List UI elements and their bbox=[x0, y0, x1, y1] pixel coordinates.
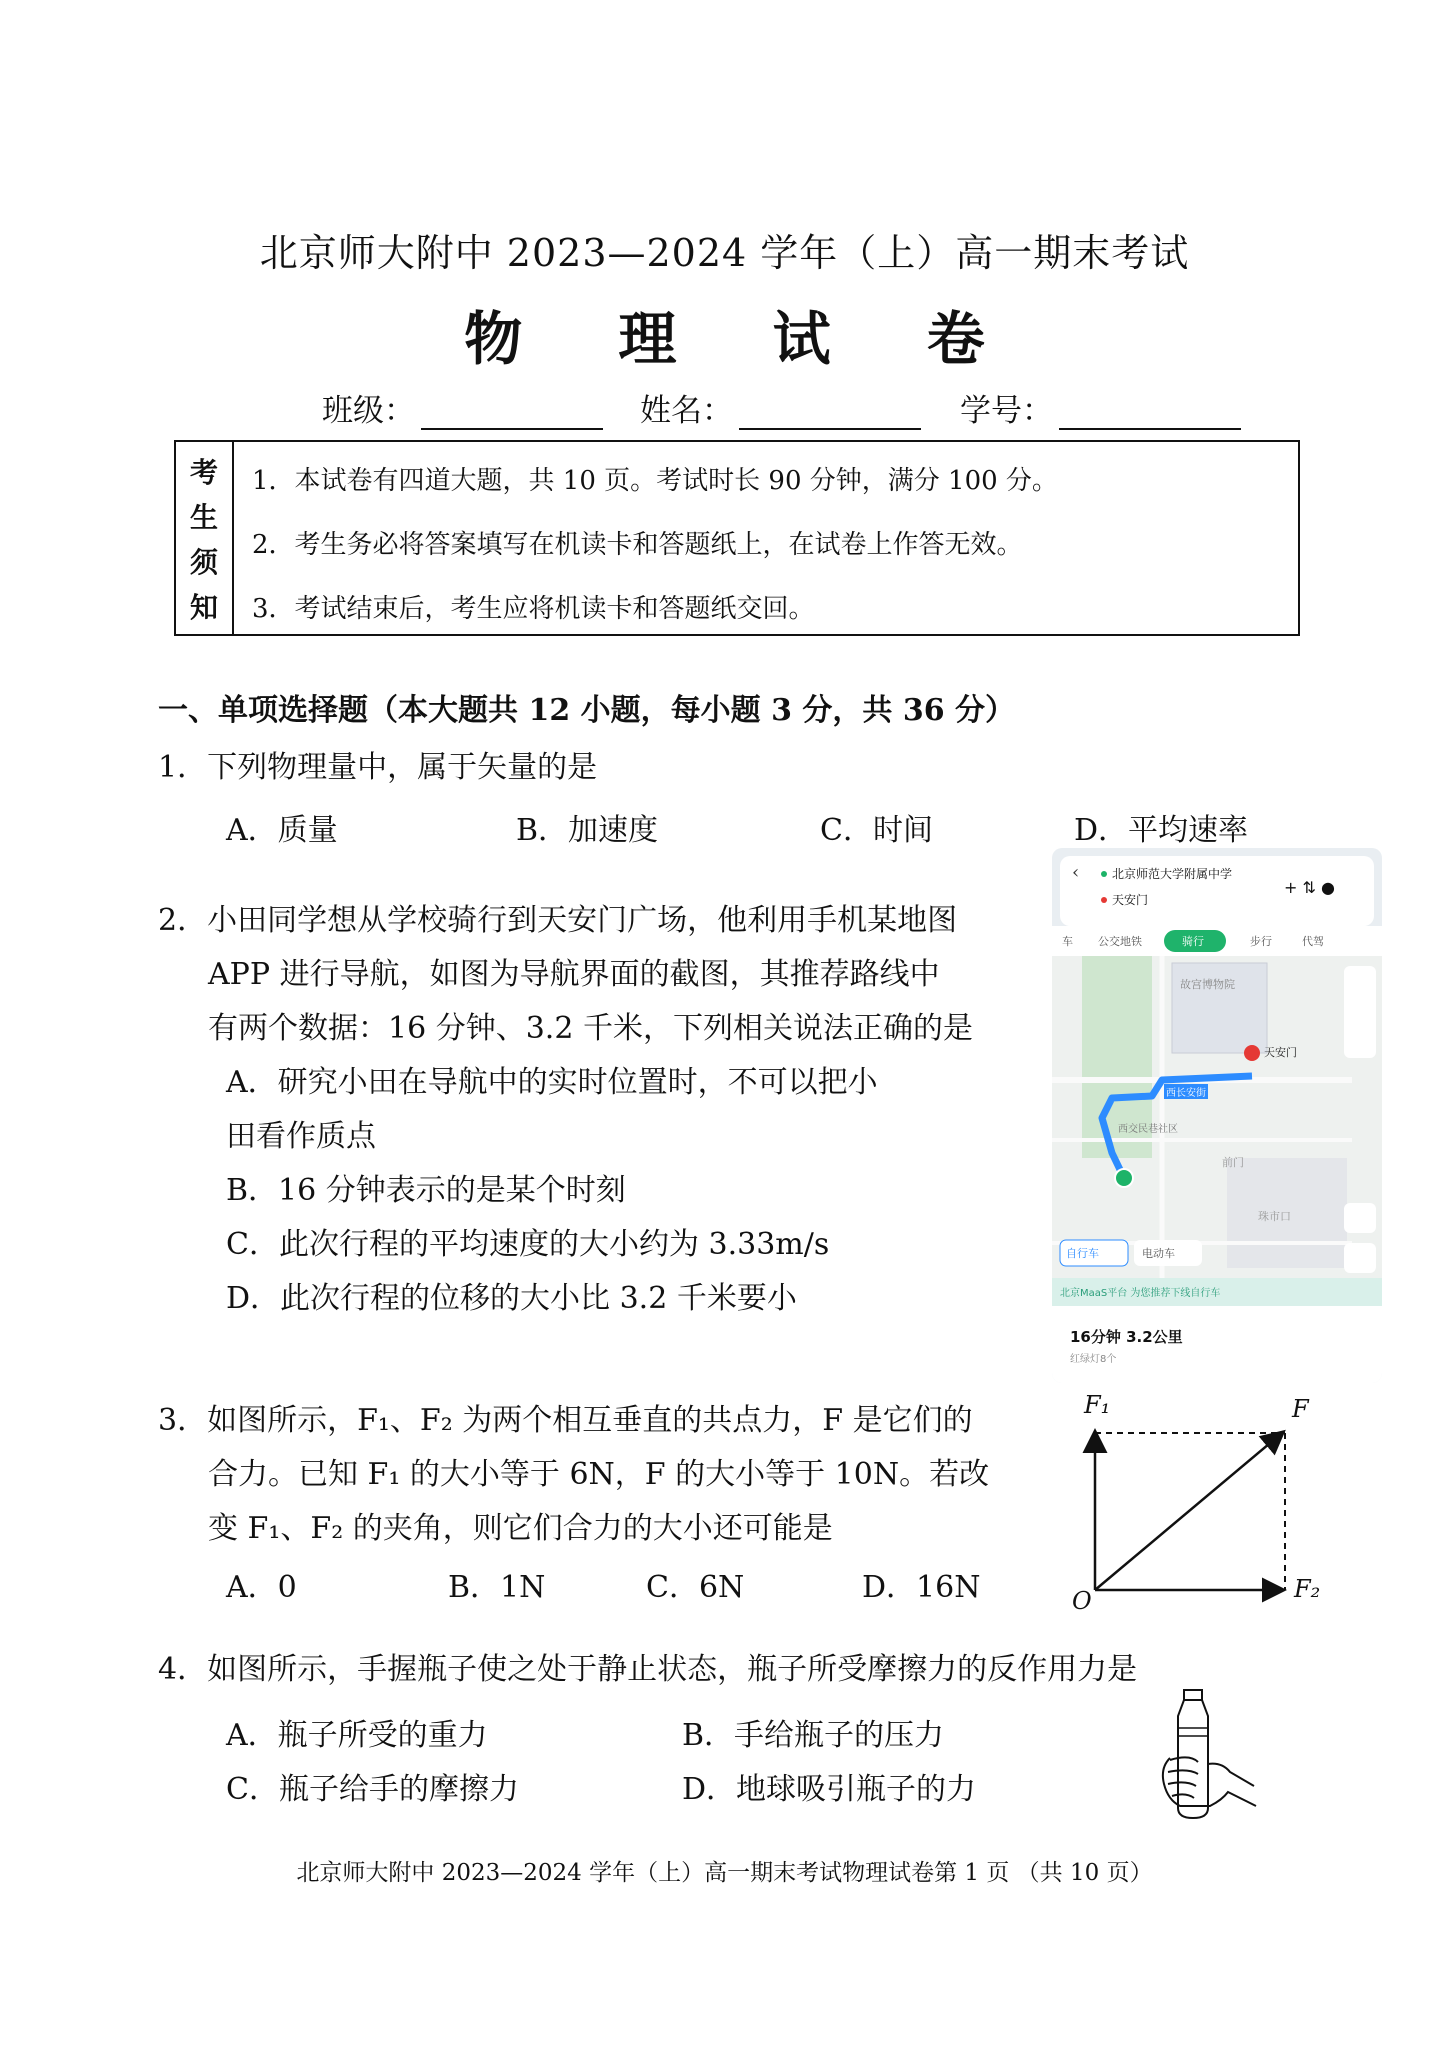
class-blank bbox=[421, 398, 603, 430]
notice-heading-char: 须 bbox=[189, 545, 218, 579]
q3-option-d: D．16N bbox=[862, 1570, 981, 1605]
q1-option-d: D．平均速率 bbox=[1074, 813, 1249, 848]
id-blank bbox=[1059, 398, 1241, 430]
question-4-stem: 4．如图所示，手握瓶子使之处于静止状态，瓶子所受摩擦力的反作用力是 bbox=[158, 1652, 1138, 1687]
notice-item-2: 2．考生务必将答案填写在机读卡和答题纸上，在试卷上作答无效。 bbox=[252, 530, 1023, 560]
q2-option-a: A．研究小田在导航中的实时位置时，不可以把小 bbox=[226, 1065, 878, 1100]
tab-bike[interactable]: 骑行 bbox=[1182, 935, 1204, 948]
notice-box bbox=[174, 440, 1300, 636]
q2-option-a-cont: 田看作质点 bbox=[226, 1119, 376, 1154]
label-f2: F₂ bbox=[1294, 1575, 1321, 1603]
tab-driver[interactable]: 代驾 bbox=[1302, 935, 1324, 948]
q2-option-d: D．此次行程的位移的大小比 3.2 千米要小 bbox=[226, 1281, 797, 1316]
label-f: F bbox=[1292, 1395, 1309, 1423]
q4-option-b: B．手给瓶子的压力 bbox=[682, 1718, 945, 1753]
q4-option-a: A．瓶子所受的重力 bbox=[226, 1718, 488, 1753]
q1-option-b: B．加速度 bbox=[516, 813, 659, 848]
tab-transit[interactable]: 公交地铁 bbox=[1098, 935, 1142, 948]
label-o: O bbox=[1072, 1587, 1092, 1615]
q3-option-b: B．1N bbox=[448, 1570, 546, 1605]
q2-option-c: C．此次行程的平均速度的大小约为 3.33m/s bbox=[226, 1227, 830, 1262]
page-footer: 北京师大附中 2023—2024 学年（上）高一期末考试物理试卷第 1 页 （共 10 页） bbox=[296, 1860, 1153, 1886]
tab-car[interactable]: 车 bbox=[1062, 935, 1073, 948]
svg-text:‹: ‹ bbox=[1072, 862, 1080, 883]
school-title: 北京师大附中 2023—2024 学年（上）高一期末考试 bbox=[259, 231, 1190, 275]
q4-option-d: D．地球吸引瓶子的力 bbox=[682, 1772, 977, 1807]
class-label: 班级： bbox=[322, 393, 415, 429]
map-label-community: 西交民巷社区 bbox=[1118, 1124, 1178, 1135]
mode-bike-button[interactable]: 自行车 bbox=[1066, 1247, 1099, 1260]
notice-heading-char: 考 bbox=[189, 455, 218, 489]
q2-option-b: B．16 分钟表示的是某个时刻 bbox=[226, 1173, 626, 1208]
route-summary: 16分钟 3.2公里 bbox=[1070, 1328, 1183, 1346]
navigation-map-figure bbox=[1052, 848, 1382, 1383]
tab-walk[interactable]: 步行 bbox=[1250, 935, 1272, 948]
q3-option-c: C．6N bbox=[646, 1570, 745, 1605]
q1-option-c: C．时间 bbox=[820, 813, 933, 848]
paper-title: 物 理 试 卷 bbox=[464, 305, 1023, 373]
q4-option-c: C．瓶子给手的摩擦力 bbox=[226, 1772, 519, 1807]
bottle-in-hand-illustration bbox=[1150, 1688, 1260, 1823]
map-label-zhushikou: 珠市口 bbox=[1258, 1210, 1291, 1223]
section-title: 一、单项选择题（本大题共 12 小题，每小题 3 分，共 36 分） bbox=[158, 693, 1016, 728]
map-graphic bbox=[1052, 848, 1382, 1383]
map-label-palace: 故宫博物院 bbox=[1180, 978, 1235, 991]
notice-item-3: 3．考试结束后，考生应将机读卡和答题纸交回。 bbox=[252, 594, 815, 624]
map-from: 北京师范大学附属中学 bbox=[1112, 867, 1233, 881]
notice-heading-char: 生 bbox=[189, 500, 218, 534]
map-label-street: 西长安街 bbox=[1164, 1084, 1208, 1099]
class-field bbox=[322, 385, 603, 430]
name-field bbox=[640, 385, 921, 430]
map-to: 天安门 bbox=[1112, 893, 1149, 907]
name-blank bbox=[739, 398, 921, 430]
notice-item-1: 1．本试卷有四道大题，共 10 页。考试时长 90 分钟，满分 100 分。 bbox=[252, 466, 1058, 496]
notice-heading bbox=[176, 442, 234, 634]
bottle-icon bbox=[1150, 1688, 1260, 1823]
id-field bbox=[960, 385, 1241, 430]
notice-heading-char: 知 bbox=[189, 590, 218, 624]
mode-ebike-button[interactable]: 电动车 bbox=[1142, 1247, 1175, 1260]
q1-option-a: A．质量 bbox=[226, 813, 338, 848]
map-label-qianmen: 前门 bbox=[1222, 1156, 1244, 1169]
id-label: 学号： bbox=[960, 393, 1053, 429]
q3-option-a: A．0 bbox=[226, 1570, 297, 1605]
question-2-line-1: 2．小田同学想从学校骑行到天安门广场，他利用手机某地图 bbox=[158, 903, 958, 938]
question-2-line-3: 有两个数据：16 分钟、3.2 千米，下列相关说法正确的是 bbox=[208, 1011, 973, 1046]
label-f1: F₁ bbox=[1084, 1391, 1111, 1419]
map-banner: 北京MaaS平台 为您推荐下线自行车 bbox=[1060, 1288, 1221, 1299]
question-3-line-2: 合力。已知 F₁ 的大小等于 6N，F 的大小等于 10N。若改 bbox=[208, 1457, 990, 1492]
question-3-line-1: 3．如图所示，F₁、F₂ 为两个相互垂直的共点力，F 是它们的 bbox=[158, 1403, 973, 1438]
force-diagram bbox=[1060, 1391, 1340, 1620]
question-1-stem: 1．下列物理量中，属于矢量的是 bbox=[158, 750, 598, 785]
name-label: 姓名： bbox=[640, 393, 733, 429]
map-label-tiananmen: 天安门 bbox=[1264, 1046, 1297, 1059]
question-2-line-2: APP 进行导航，如图为导航界面的截图，其推荐路线中 bbox=[208, 957, 940, 992]
map-tool-icons[interactable]: + ⇅ ● bbox=[1284, 878, 1335, 897]
route-sub: 红绿灯8个 bbox=[1070, 1354, 1117, 1365]
question-3-line-3: 变 F₁、F₂ 的夹角，则它们合力的大小还可能是 bbox=[208, 1511, 833, 1546]
